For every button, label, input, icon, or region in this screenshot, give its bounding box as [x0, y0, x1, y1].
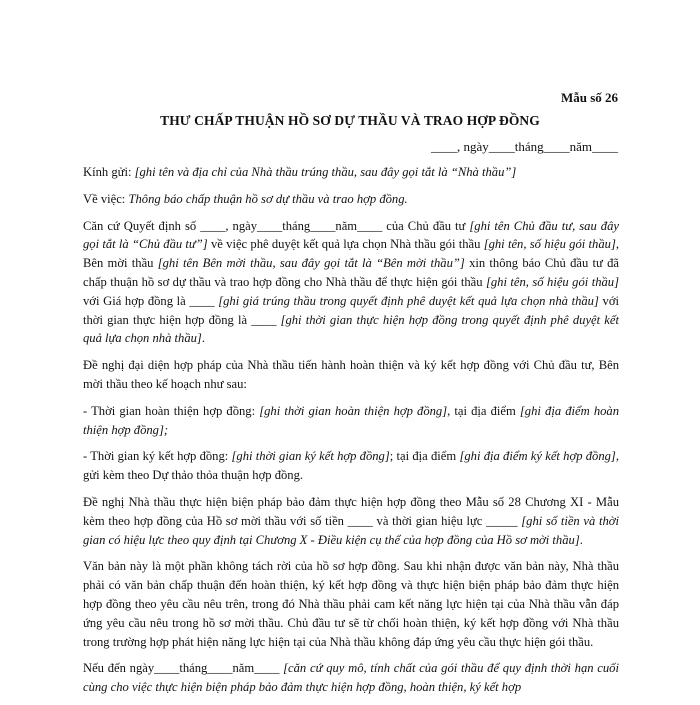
basis-italic-5: [ghi giá trúng thầu trong quyết định phê duyệt kết quả lựa chọn nhà thầu]	[218, 293, 599, 308]
finalize-text-3: ;	[163, 422, 169, 437]
subject-text: Thông báo chấp thuận hồ sơ dự thầu và trao hợp đồng.	[128, 191, 408, 206]
recipient-line	[83, 163, 619, 182]
basis-italic-4: [ghi tên, số hiệu gói thầu]	[485, 274, 619, 289]
basis-paragraph	[83, 217, 619, 349]
subject-line	[83, 190, 619, 209]
deadline-text-1: Nếu đến ngày____tháng____năm____	[83, 661, 284, 676]
basis-text-2: về việc phê duyệt kết quả lựa chọn Nhà thầu gói thầu	[207, 237, 484, 252]
basis-text-1: Căn cứ Quyết định số ____, ngày____tháng____năm____ của Chủ đầu tư	[83, 218, 470, 233]
basis-text-4: xin thông báo Chủ đầu tư đã chấp thuận hồ sơ dự thầu và trao hợp đồng cho Nhà thầu để thực hiện gói thầu	[83, 256, 620, 289]
basis-text-3: , Bên mời thầu	[83, 237, 619, 271]
sign-italic-2: [ghi địa điểm ký kết hợp đồng]	[459, 449, 616, 464]
sign-text-3: , gửi kèm theo Dự thảo thỏa thuận hợp đồng.	[83, 449, 619, 483]
basis-italic-6: [ghi thời gian thực hiện hợp đồng trong quyết định phê duyệt kết quả lựa chọn nhà thầu]	[83, 312, 619, 346]
integral-paragraph: Văn bản này là một phần không tách rời của hồ sơ hợp đồng. Sau khi nhận được văn bản này, Nhà thầu phải có văn bản chấp thuận đến hoàn thiện, ký kết hợp đồng và thực hiện biện pháp bảo đảm thực hiện hợp đồng theo yêu cầu nêu trên, trong đó Nhà thầu phải cam kết năng lực hiện tại của Nhà thầu vẫn đáp ứng yêu cầu nêu trong hồ sơ mời thầu. Chủ đầu tư sẽ từ chối hoàn thiện, ký kết hợp đồng với Nhà thầu trong trường hợp phát hiện năng lực hiện tại của Nhà thầu không đáp ứng yêu cầu thực hiện gói thầu.	[83, 559, 619, 649]
document-title: THƯ CHẤP THUẬN HỒ SƠ DỰ THẦU VÀ TRAO HỢP ĐỒNG	[160, 113, 540, 128]
recipient-label: Kính gửi:	[83, 165, 135, 179]
sign-text-2: ; tại địa điểm	[389, 449, 460, 464]
security-text-2: .	[579, 532, 583, 547]
finalize-text-1: - Thời gian hoàn thiện hợp đồng:	[83, 403, 260, 418]
finalize-bullet	[83, 402, 619, 440]
recipient-text: [ghi tên và địa chỉ của Nhà thầu trúng thầu, sau đây gọi tắt là “Nhà thầu”]	[134, 165, 517, 179]
finalize-italic-2: [ghi địa điểm hoàn thiện hợp đồng]	[83, 403, 620, 437]
date-line: ____, ngày____tháng____năm____	[430, 139, 618, 154]
basis-text-5: với Giá hợp đồng là ____	[83, 293, 219, 308]
document-body	[83, 163, 619, 705]
sign-italic-1: [ghi thời gian ký kết hợp đồng]	[231, 449, 390, 464]
basis-text-7: .	[201, 331, 205, 346]
sign-bullet	[83, 447, 619, 485]
subject-label: Về việc:	[83, 191, 129, 206]
request-paragraph: Đề nghị đại diện hợp pháp của Nhà thầu tiến hành hoàn thiện và ký kết hợp đồng với Chủ đầu tư, Bên mời thầu theo kế hoạch như sau:	[83, 358, 619, 391]
finalize-italic-1: [ghi thời gian hoàn thiện hợp đồng]	[259, 403, 448, 418]
deadline-paragraph	[83, 659, 619, 697]
basis-text-6: với thời gian thực hiện hợp đồng là ____	[83, 293, 619, 327]
basis-italic-3: [ghi tên Bên mời thầu, sau đây gọi tắt là “Bên mời thầu”]	[157, 256, 465, 271]
deadline-italic-1: [căn cứ quy mô, tính chất của gói thầu để quy định thời hạn cuối cùng cho việc thực hiện biện pháp bảo đảm thực hiện hợp đồng, hoàn thiện, ký kết hợp	[83, 661, 619, 695]
finalize-text-2: , tại địa điểm	[447, 403, 520, 418]
sign-text-1: - Thời gian ký kết hợp đồng:	[83, 449, 232, 464]
security-paragraph	[83, 493, 619, 549]
basis-italic-1: [ghi tên Chủ đầu tư, sau đây gọi tắt là “Chủ đầu tư”]	[83, 218, 619, 252]
security-italic-1: [ghi số tiền và thời gian có hiệu lực theo quy định tại Chương X - Điều kiện cụ thể của hợp đồng của Hồ sơ mời thầu]	[83, 513, 619, 547]
form-number: Mẫu số 26	[560, 90, 618, 105]
basis-italic-2: [ghi tên, số hiệu gói thầu]	[483, 237, 616, 252]
security-text-1: Đề nghị Nhà thầu thực hiện biện pháp bảo đảm thực hiện hợp đồng theo Mẫu số 28 Chương XI - Mẫu kèm theo hợp đồng của Hồ sơ mời thầu với số tiền ____ và thời gian hiệu lực _____	[83, 494, 619, 528]
